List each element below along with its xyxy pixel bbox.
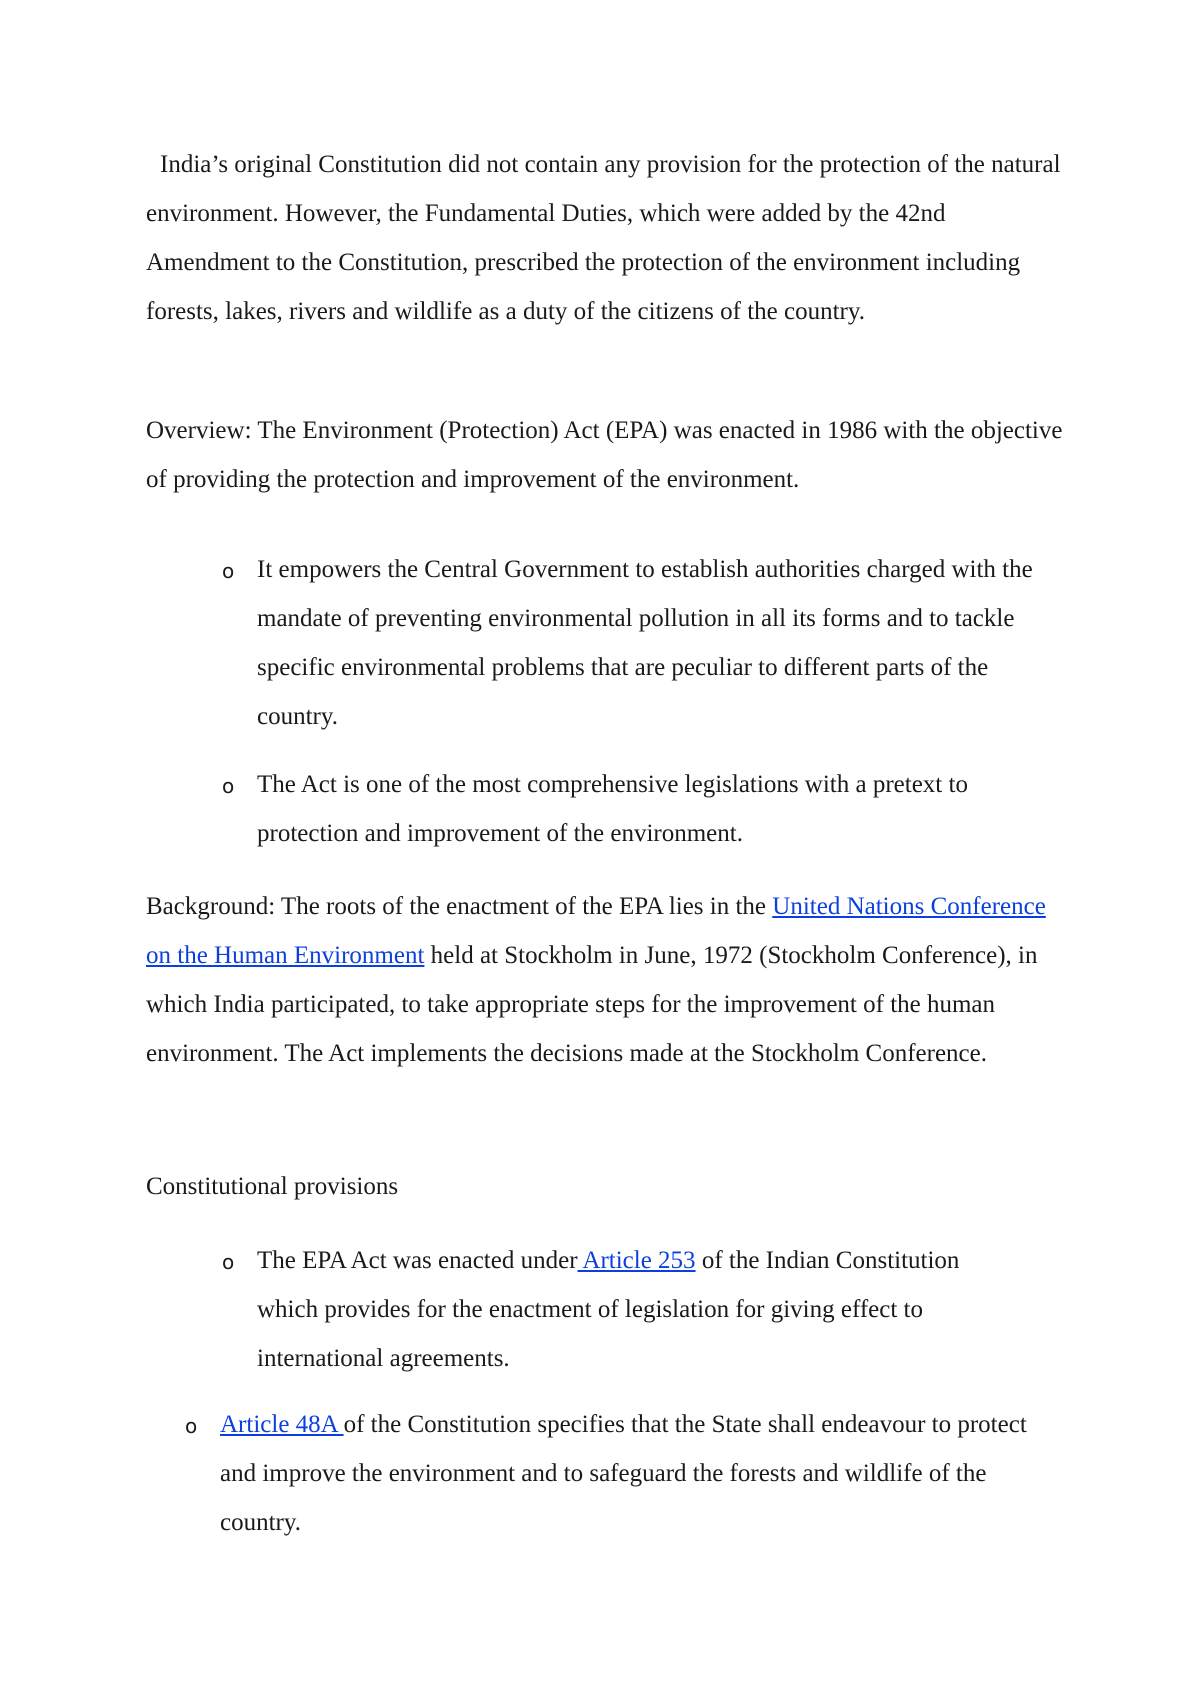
list-item-text: It empowers the Central Government to establish authorities charged with the mandate of preventing environmental pollution in all its forms and to tackle specific environmental problems that are peculiar to different parts of the country. (257, 556, 1033, 730)
bullet-icon: o (222, 1250, 235, 1274)
list-item-text (220, 1400, 1060, 1547)
un-conference-link[interactable]: United Nations Conference on the Human Environment (146, 893, 1046, 969)
list-item-text: The Act is one of the most comprehensive legislations with a pretext to protection and improvement of the environment. (257, 771, 968, 847)
article-48a-text-end: of the Constitution specifies that the State shall endeavour to protect and improve the environment and to safeguard the forests and wildlife of the country. (220, 1411, 1027, 1536)
bullet-icon: o (222, 774, 235, 798)
list-item-text (257, 1236, 1017, 1383)
article-48a-link[interactable]: Article 48A (220, 1411, 344, 1438)
bullet-icon: o (222, 559, 235, 583)
list-item (222, 545, 1057, 741)
list-item (222, 1236, 1017, 1383)
background-paragraph (146, 882, 1066, 1078)
list-item (222, 760, 1057, 858)
background-text-end: held at Stockholm in June, 1972 (Stockholm Conference), in which India participated, to take appropriate steps for the improvement of the human environment. The Act implements the decisions made at the Stockholm Conference. (146, 942, 1038, 1067)
intro-paragraph: India’s original Constitution did not contain any provision for the protection of the natural environment. However, the Fundamental Duties, which were added by the 42nd Amendment to the Constitution, prescribed the protection of the environment including forests, lakes, rivers and wildlife as a duty of the citizens of the country. (146, 151, 1061, 325)
article-253-text-start: The EPA Act was enacted under (257, 1247, 578, 1274)
bullet-icon: o (185, 1414, 198, 1438)
article-253-text-end: of the Indian Constitution which provides for the enactment of legislation for giving effect to international agreements. (257, 1247, 960, 1372)
background-text-start: Background: The roots of the enactment of the EPA lies in the (146, 893, 773, 920)
overview-paragraph: Overview: The Environment (Protection) Act (EPA) was enacted in 1986 with the objective of providing the protection and improvement of the environment. (146, 417, 1063, 493)
constitutional-provisions-heading: Constitutional provisions (146, 1173, 399, 1200)
article-253-link[interactable]: Article 253 (577, 1247, 696, 1274)
list-item (185, 1400, 1060, 1547)
